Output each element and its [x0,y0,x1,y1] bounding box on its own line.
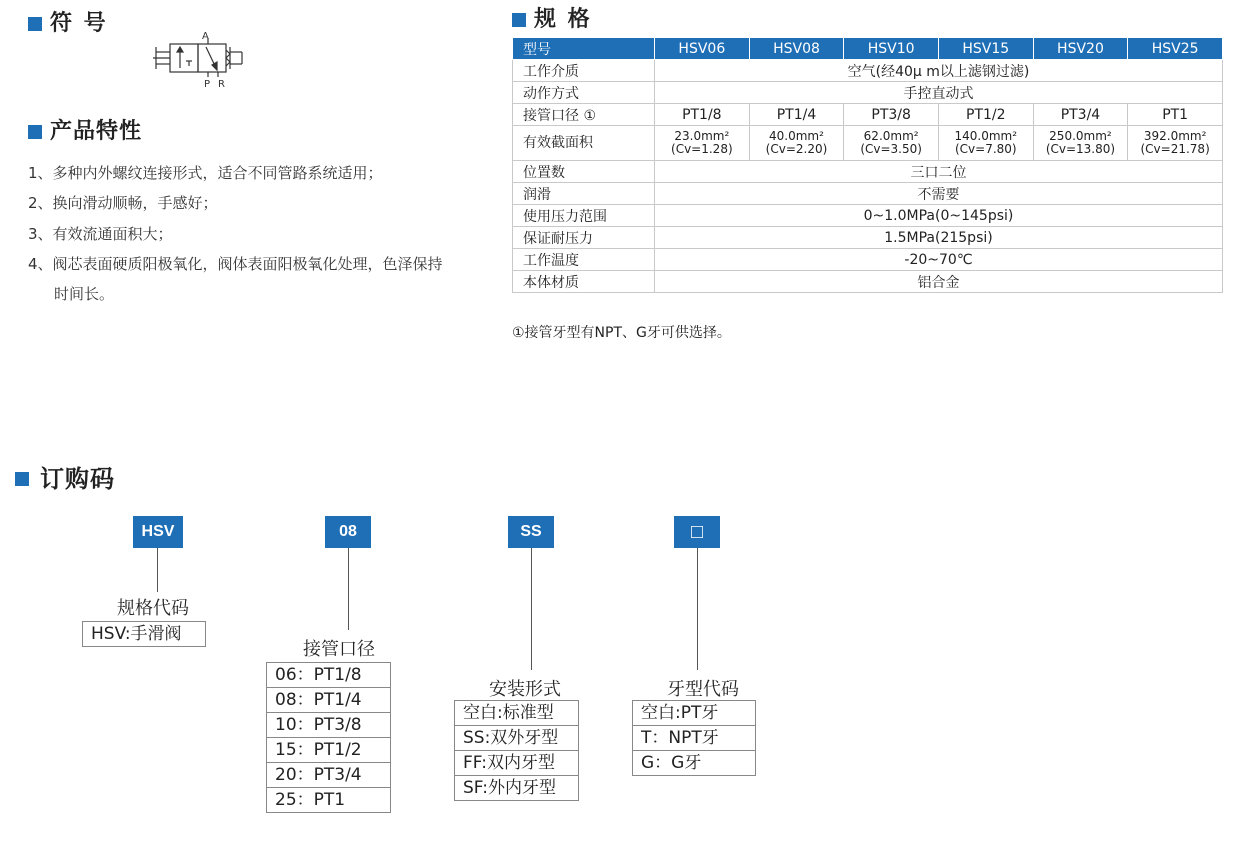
table-row [513,227,1223,249]
table-row [513,205,1223,227]
option-item: 空白:标准型 [463,703,554,723]
spec-table [512,38,1223,293]
table-row [513,60,1223,82]
table-row [513,271,1223,293]
order-options-size [266,662,391,813]
order-code-size: 08 [325,516,371,548]
port-label-p: P [204,79,211,90]
order-code-model: HSV [133,516,183,548]
option-item: FF:双内牙型 [455,750,578,775]
row-label: 工作温度 [513,249,655,271]
table-cell [655,126,750,161]
table-cell [938,126,1033,161]
table-row [513,161,1223,183]
option-item: SS:双外牙型 [455,725,578,750]
order-code-thread: □ [674,516,720,548]
header-cell: HSV25 [1128,38,1223,60]
table-cell [844,126,939,161]
option-item: 10：PT3/8 [267,712,390,737]
order-caption-size: 接管口径 [303,639,375,660]
section-title-order: 订购码 [40,465,115,493]
table-cell: 手控直动式 [655,82,1223,104]
table-cell: PT1/2 [938,104,1033,126]
cv-value: (Cv=3.50) [860,142,922,156]
area-value: 250.0mm² [1049,129,1112,143]
feature-item-continued: 时间长。 [54,285,115,303]
table-cell: PT1 [1128,104,1223,126]
option-item: 空白:PT牙 [641,703,719,723]
connector-line [157,548,158,592]
row-label: 润滑 [513,183,655,205]
header-cell: HSV20 [1033,38,1128,60]
table-cell: 不需要 [655,183,1223,205]
order-caption-thread: 牙型代码 [667,679,739,700]
order-options-model [82,621,206,647]
table-cell: 空气(经40μ m以上滤钢过滤) [655,60,1223,82]
table-row [513,249,1223,271]
row-label: 保证耐压力 [513,227,655,249]
connector-line [531,548,532,670]
table-cell [1128,126,1223,161]
option-item: G：G牙 [633,750,755,775]
section-marker [512,13,526,27]
table-row [513,104,1223,126]
port-label-r: R [218,79,225,90]
option-item: 25：PT1 [267,787,390,812]
section-title-spec: 规 格 [534,7,592,32]
row-label: 本体材质 [513,271,655,293]
section-marker [15,472,29,486]
feature-item: 1、多种内外螺纹连接形式，适合不同管路系统适用； [28,164,383,182]
feature-item: 3、有效流通面积大； [28,225,173,243]
header-cell: HSV06 [655,38,750,60]
table-cell: PT3/4 [1033,104,1128,126]
table-cell [749,126,844,161]
table-cell: PT3/8 [844,104,939,126]
area-value: 23.0mm² [674,129,730,143]
option-item: HSV:手滑阀 [91,624,182,644]
cv-value: (Cv=7.80) [954,142,1017,156]
spec-footnote: ①接管牙型有NPT、G牙可供选择。 [512,325,731,341]
option-item: 06：PT1/8 [275,665,362,685]
header-cell: HSV08 [749,38,844,60]
order-code-mount: SS [508,516,554,548]
option-item: SF:外内牙型 [455,775,578,800]
option-item: T：NPT牙 [633,725,755,750]
option-item: 20：PT3/4 [267,762,390,787]
port-label-a: A [202,31,209,42]
section-title-symbol: 符 号 [50,11,108,36]
header-cell: HSV15 [938,38,1033,60]
row-label: 工作介质 [513,60,655,82]
cv-value: (Cv=2.20) [765,142,828,156]
connector-line [697,548,698,670]
feature-item: 4、阀芯表面硬质阳极氧化，阀体表面阳极氧化处理，色泽保持 [28,255,443,273]
order-options-thread [632,700,756,776]
cv-value: (Cv=1.28) [671,142,733,156]
table-cell [1033,126,1128,161]
section-marker [28,125,42,139]
header-cell: 型号 [513,38,655,60]
area-value: 62.0mm² [863,129,919,143]
option-item: 15：PT1/2 [267,737,390,762]
table-cell: PT1/4 [749,104,844,126]
order-caption-model: 规格代码 [117,598,189,619]
table-row [513,126,1223,161]
section-marker [28,17,42,31]
table-cell: 0~1.0MPa(0~145psi) [655,205,1223,227]
section-title-features: 产品特性 [50,119,143,144]
connector-line [348,548,349,630]
table-row [513,183,1223,205]
table-cell: PT1/8 [655,104,750,126]
table-cell: -20~70℃ [655,249,1223,271]
order-options-mount [454,700,579,801]
feature-item: 2、换向滑动顺畅，手感好； [28,194,218,212]
option-item: 08：PT1/4 [267,687,390,712]
row-label: 使用压力范围 [513,205,655,227]
row-label: 有效截面积 [513,126,655,161]
table-row [513,82,1223,104]
header-cell: HSV10 [844,38,939,60]
cv-value: (Cv=13.80) [1045,142,1116,156]
cv-value: (Cv=21.78) [1140,142,1210,156]
row-label: 位置数 [513,161,655,183]
area-value: 140.0mm² [954,129,1018,143]
table-header-row [513,38,1223,60]
area-value: 40.0mm² [769,129,824,143]
table-cell: 铝合金 [655,271,1223,293]
order-caption-mount: 安装形式 [489,679,561,700]
area-value: 392.0mm² [1143,129,1207,143]
row-label: 动作方式 [513,82,655,104]
table-cell: 三口二位 [655,161,1223,183]
valve-symbol-icon [150,30,246,92]
row-label: 接管口径 ① [513,104,655,126]
table-cell: 1.5MPa(215psi) [655,227,1223,249]
